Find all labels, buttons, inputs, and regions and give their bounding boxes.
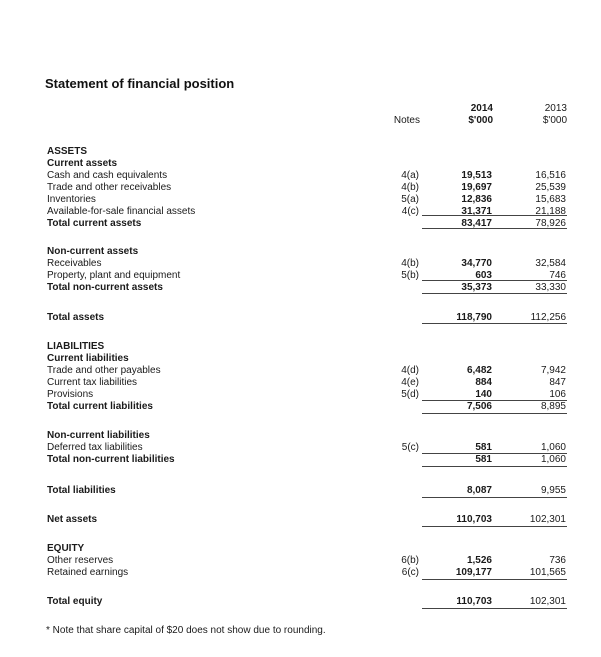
value-2014: 140 bbox=[475, 389, 492, 400]
table-row bbox=[47, 246, 567, 258]
row-note: 5(a) bbox=[401, 194, 419, 205]
row-note: 4(b) bbox=[401, 258, 419, 269]
value-2013: 25,539 bbox=[535, 182, 566, 193]
value-2013: 847 bbox=[549, 377, 566, 388]
year-2013-header: 2013 bbox=[544, 103, 567, 114]
value-2014: 19,513 bbox=[461, 170, 492, 181]
row-label: Inventories bbox=[47, 194, 96, 205]
value-2013: 1,060 bbox=[540, 442, 566, 453]
value-2013: 106 bbox=[549, 389, 566, 400]
row-label: Retained earnings bbox=[47, 567, 129, 578]
table-row bbox=[47, 555, 567, 567]
row-note: 5(d) bbox=[401, 389, 419, 400]
unit-2014-header: $'000 bbox=[468, 115, 493, 126]
row-label: Receivables bbox=[47, 258, 102, 269]
row-label: Deferred tax liabilities bbox=[47, 442, 143, 453]
rule bbox=[422, 579, 567, 580]
value-2013: 101,565 bbox=[529, 567, 566, 578]
year-2014-header: 2014 bbox=[470, 103, 493, 114]
unit-2013-header: $'000 bbox=[542, 115, 567, 126]
value-2013: 9,955 bbox=[540, 485, 566, 496]
table-row bbox=[47, 206, 567, 218]
row-label: Total liabilities bbox=[47, 485, 116, 496]
notes-header: Notes bbox=[393, 115, 420, 126]
value-2013: 736 bbox=[549, 555, 566, 566]
table-row bbox=[47, 146, 567, 158]
row-note: 4(b) bbox=[401, 182, 419, 193]
value-2014: 118,790 bbox=[456, 312, 492, 323]
value-2014: 8,087 bbox=[466, 485, 492, 496]
row-label: Property, plant and equipment bbox=[47, 270, 181, 281]
row-label: Total current assets bbox=[47, 218, 142, 229]
table-row bbox=[47, 454, 567, 466]
row-label: Total assets bbox=[47, 312, 105, 323]
rule bbox=[422, 608, 567, 609]
row-note: 6(c) bbox=[401, 567, 419, 578]
value-2014: 83,417 bbox=[461, 218, 492, 229]
rule bbox=[422, 497, 567, 498]
rule bbox=[422, 215, 567, 216]
rule bbox=[422, 413, 567, 414]
row-label: Current assets bbox=[47, 158, 118, 169]
row-note: 4(d) bbox=[401, 365, 419, 376]
table-row bbox=[47, 194, 567, 206]
table-row bbox=[47, 158, 567, 170]
row-label: ASSETS bbox=[47, 146, 88, 157]
value-2014: 603 bbox=[475, 270, 492, 281]
value-2014: 109,177 bbox=[455, 567, 492, 578]
value-2013: 112,256 bbox=[530, 312, 566, 323]
rule bbox=[422, 323, 567, 324]
row-note: 4(e) bbox=[401, 377, 419, 388]
value-2013: 15,683 bbox=[535, 194, 566, 205]
row-label: LIABILITIES bbox=[47, 341, 105, 352]
row-note: 5(b) bbox=[401, 270, 419, 281]
table-row bbox=[47, 485, 567, 497]
value-2014: 12,836 bbox=[461, 194, 492, 205]
value-2014: 6,482 bbox=[466, 365, 492, 376]
table-row bbox=[47, 377, 567, 389]
value-2014: 884 bbox=[475, 377, 492, 388]
row-note: 4(a) bbox=[401, 170, 419, 181]
value-2014: 7,506 bbox=[466, 401, 492, 412]
table-row bbox=[47, 182, 567, 194]
row-label: Net assets bbox=[47, 514, 98, 525]
value-2013: 8,895 bbox=[540, 401, 566, 412]
value-2014: 581 bbox=[475, 442, 492, 453]
value-2013: 102,301 bbox=[529, 596, 566, 607]
value-2014: 19,697 bbox=[461, 182, 492, 193]
table-row bbox=[47, 401, 567, 413]
row-label: Total equity bbox=[47, 596, 103, 607]
value-2014: 1,526 bbox=[466, 555, 492, 566]
table-row bbox=[47, 514, 567, 526]
rule bbox=[422, 453, 567, 454]
rule bbox=[422, 526, 567, 527]
row-label: Trade and other payables bbox=[47, 365, 161, 376]
rule bbox=[422, 228, 567, 229]
row-label: Other reserves bbox=[47, 555, 114, 566]
table-row bbox=[47, 170, 567, 182]
value-2013: 78,926 bbox=[535, 218, 566, 229]
row-label: Provisions bbox=[47, 389, 94, 400]
value-2014: 110,703 bbox=[456, 514, 492, 525]
value-2013: 32,584 bbox=[535, 258, 566, 269]
row-label: Trade and other receivables bbox=[47, 182, 172, 193]
rule bbox=[422, 280, 567, 281]
rule bbox=[422, 400, 567, 401]
table-row bbox=[47, 567, 567, 579]
value-2014: 34,770 bbox=[461, 258, 492, 269]
row-label: Total non-current liabilities bbox=[47, 454, 175, 465]
row-label: Total current liabilities bbox=[47, 401, 153, 412]
table-row bbox=[47, 543, 567, 555]
row-label: Current tax liabilities bbox=[47, 377, 138, 388]
value-2014: 35,373 bbox=[461, 282, 492, 293]
value-2013: 102,301 bbox=[529, 514, 566, 525]
footnote: * Note that share capital of $20 does not show due to rounding. bbox=[46, 625, 326, 636]
row-label: Current liabilities bbox=[47, 353, 129, 364]
row-note: 4(c) bbox=[401, 206, 419, 217]
row-note: 5(c) bbox=[401, 442, 419, 453]
rule bbox=[422, 466, 567, 467]
row-label: Total non-current assets bbox=[47, 282, 163, 293]
value-2013: 7,942 bbox=[540, 365, 566, 376]
value-2014: 110,703 bbox=[456, 596, 492, 607]
row-note: 6(b) bbox=[401, 555, 419, 566]
row-label: Non-current assets bbox=[47, 246, 139, 257]
value-2013: 16,516 bbox=[535, 170, 566, 181]
value-2014: 581 bbox=[475, 454, 492, 465]
row-label: Available-for-sale financial assets bbox=[47, 206, 196, 217]
table-row bbox=[47, 365, 567, 377]
row-label: Cash and cash equivalents bbox=[47, 170, 168, 181]
page-title: Statement of financial position bbox=[45, 76, 235, 91]
value-2014: 31,371 bbox=[461, 206, 492, 217]
row-label: Non-current liabilities bbox=[47, 430, 150, 441]
value-2013: 746 bbox=[549, 270, 566, 281]
row-label: EQUITY bbox=[47, 543, 85, 554]
rule bbox=[422, 293, 567, 294]
table-row bbox=[47, 341, 567, 353]
value-2013: 33,330 bbox=[535, 282, 566, 293]
table-row bbox=[47, 353, 567, 365]
table-row bbox=[47, 258, 567, 270]
value-2013: 1,060 bbox=[540, 454, 566, 465]
table-row bbox=[47, 596, 567, 608]
table-row bbox=[47, 430, 567, 442]
value-2013: 21,188 bbox=[535, 206, 566, 217]
